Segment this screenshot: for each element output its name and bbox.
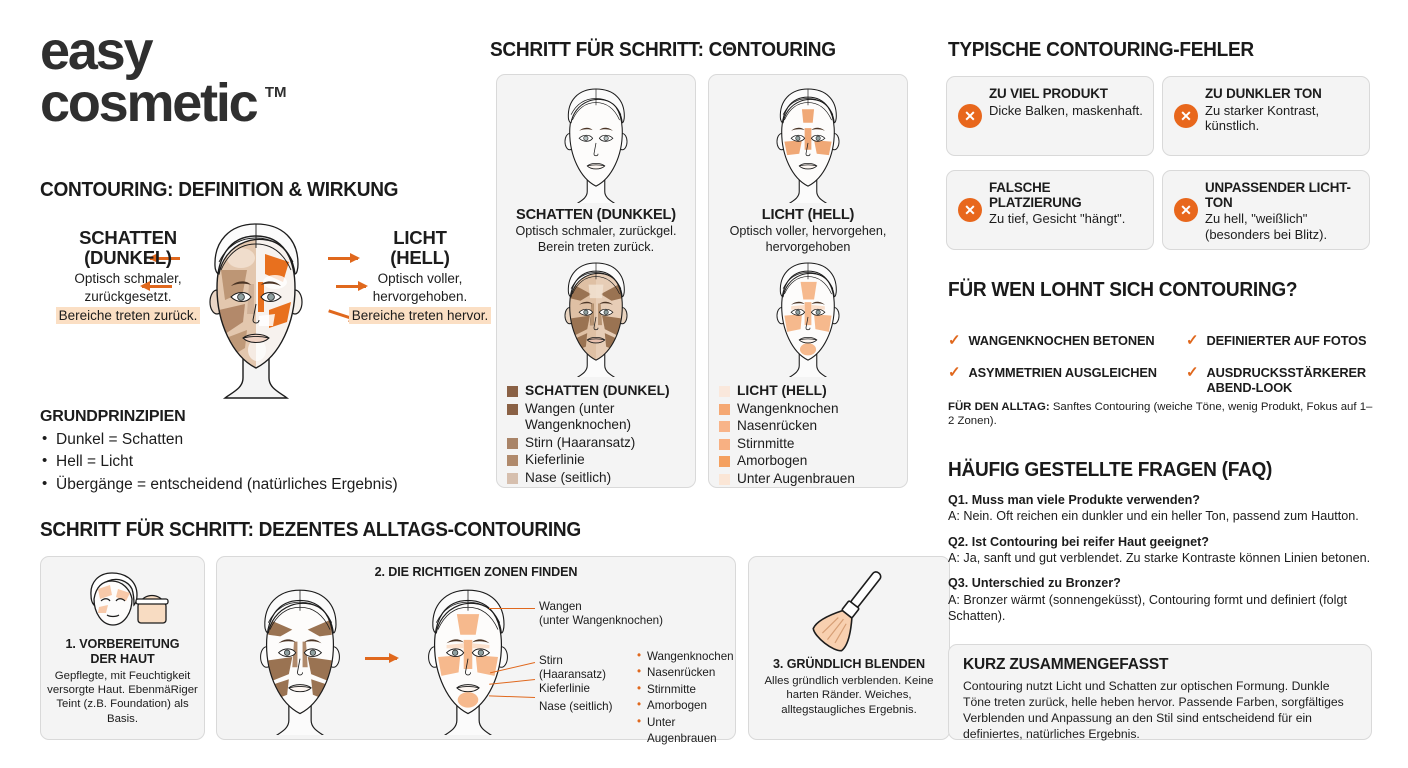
benefit-item bbox=[948, 366, 1157, 381]
error-x-icon: ✕ bbox=[958, 198, 982, 222]
summary-text: Contouring nutzt Licht und Schatten zur optischen Formung. Dunkle Töne treten zurück, helle heben hervor. Passende Farben, sorgfältiges Verblenden und Anpassung an den Stil sind entscheidend für ein definiertes, natürliches Ergebnis. bbox=[963, 679, 1344, 741]
shadow-card-title: SCHATTEN (DUNKKEL) bbox=[516, 207, 676, 223]
step-1-body: Gepflegte, mit Feuchtigkeit versorgte Haut. EbenmäRiger Teint (z.B. Foundation) als Basis. bbox=[47, 669, 198, 725]
label-shadow-side bbox=[48, 228, 208, 325]
face-illustration-light-zones-bottom bbox=[753, 259, 863, 377]
error-x-icon: ✕ bbox=[1174, 104, 1198, 128]
light-zone-item: • Amorbogen bbox=[637, 698, 735, 714]
faq-answer: A: Ja, sanft und gut verblendet. Zu starke Kontraste können Linien betonen. bbox=[948, 551, 1371, 566]
legend-row bbox=[507, 401, 685, 434]
check-icon: ✓ bbox=[1186, 332, 1199, 349]
callout-nose: Nase (seitlich) bbox=[539, 700, 613, 713]
benefit-label: DEFINIERTER AUF FOTOS bbox=[1206, 333, 1367, 348]
principle-item: • Dunkel = Schatten bbox=[40, 429, 470, 451]
main-face-diagram bbox=[40, 210, 489, 410]
callout-cheek-line-1: Wangen bbox=[539, 600, 582, 613]
error-x-icon: ✕ bbox=[1174, 198, 1198, 222]
benefit-item bbox=[1186, 334, 1366, 349]
face-illustration-light-zones-top bbox=[753, 85, 863, 203]
faq-list bbox=[948, 492, 1376, 625]
step-1-title-line-1: 1. VORBEREITUNG bbox=[65, 637, 180, 651]
legend-label: Nasenrücken bbox=[737, 418, 818, 434]
faq-question: Q1. Muss man viele Produkte verwenden? bbox=[948, 493, 1200, 507]
label-light-sub-2: hervorgehoben. bbox=[372, 289, 468, 305]
shadow-card-desc-1: Optisch schmaler, zurückgel. bbox=[515, 224, 677, 238]
legend-row bbox=[719, 471, 897, 487]
summary-title: KURZ ZUSAMMENGEFASST bbox=[963, 656, 1169, 673]
legend-row bbox=[719, 436, 897, 452]
callout-forehead-line-1: Stirn bbox=[539, 654, 563, 667]
section-title-who: FÜR WEN LOHNT SICH CONTOURING? bbox=[948, 278, 1298, 301]
light-card-desc-1: Optisch voller, hervorgehen, bbox=[729, 224, 887, 238]
trademark-symbol: TM bbox=[264, 83, 287, 101]
card-step-1 bbox=[40, 556, 205, 740]
legend-row bbox=[507, 470, 685, 486]
benefit-item bbox=[948, 334, 1155, 349]
error-card-too-dark-tone bbox=[1162, 76, 1370, 156]
callout-jaw: Kieferlinie bbox=[539, 682, 590, 695]
callout-cheek-line-2: (unter Wangenknochen) bbox=[539, 614, 663, 628]
legend-label: Kieferlinie bbox=[525, 452, 585, 468]
faq-answer: A: Nein. Oft reichen ein dunkler und ein heller Ton, passend zum Hautton. bbox=[948, 509, 1359, 524]
everyday-tip bbox=[948, 400, 1376, 429]
error-desc: Zu starker Kontrast, künstlich. bbox=[1205, 102, 1320, 134]
skincare-icon bbox=[68, 565, 178, 637]
error-desc: Zu hell, "weißlich" (besonders bei Blitz). bbox=[1205, 211, 1328, 243]
step-1-title-line-2: DER HAUT bbox=[90, 651, 155, 666]
light-card-desc-2: hervorgehoben bbox=[765, 240, 851, 255]
section-title-step-by-step: SCHRITT FÜR SCHRITT: CΘNTOURING bbox=[490, 38, 836, 61]
card-step-3 bbox=[748, 556, 950, 740]
makeup-brush-icon bbox=[789, 569, 909, 655]
label-light-side bbox=[340, 228, 500, 325]
card-light-technique bbox=[708, 74, 908, 488]
error-card-too-much-product bbox=[946, 76, 1154, 156]
benefit-item bbox=[1186, 366, 1376, 395]
arrow-between-faces bbox=[365, 657, 397, 660]
legend-label: Wangen (unter Wangenknochen) bbox=[525, 400, 632, 433]
legend-swatch bbox=[507, 404, 518, 415]
label-shadow-highlight: Bereiche treten zurück. bbox=[56, 307, 201, 324]
legend-swatch bbox=[507, 386, 518, 397]
legend-label: Stirnmitte bbox=[737, 435, 795, 451]
everyday-tip-text: Sanftes Contouring (weiche Töne, wenig Produkt, Fokus auf 1–2 Zonen). bbox=[948, 401, 1373, 428]
legend-swatch bbox=[719, 474, 730, 485]
section-title-errors: TYPISCHE CONTOURING-FEHLER bbox=[948, 38, 1254, 61]
faq-answer: A: Bronzer wärmt (sonnengeküsst), Contouring formt und definiert (folgt Schatten). bbox=[948, 592, 1347, 624]
check-icon: ✓ bbox=[948, 332, 961, 349]
legend-swatch bbox=[507, 455, 518, 466]
legend-swatch bbox=[507, 473, 518, 484]
label-light-sub-1: Optisch voller, bbox=[377, 270, 463, 286]
legend-label: LICHT (HELL) bbox=[737, 383, 827, 399]
callout-forehead bbox=[539, 654, 606, 682]
callout-forehead-line-2: (Haaransatz) bbox=[539, 668, 607, 682]
face-illustration-zones-shadow bbox=[239, 585, 361, 735]
error-title: UNPASSENDER LICHT-TON bbox=[1205, 180, 1351, 210]
label-shadow-sub-1: Optisch schmaler, bbox=[74, 270, 182, 286]
legend-swatch bbox=[719, 386, 730, 397]
shadow-card-desc-2: Berein treten zurück. bbox=[537, 240, 655, 255]
label-shadow-sub-2: zurückgesetzt. bbox=[84, 289, 172, 305]
faq-question: Q3. Unterschied zu Bronzer? bbox=[948, 576, 1121, 591]
section-title-alltags-contouring: SCHRITT FÜR SCHRITT: DEZENTES ALLTAGS-CONTOURING bbox=[40, 518, 581, 541]
faq-question: Q2. Ist Contouring bei reifer Haut geeignet? bbox=[948, 534, 1209, 549]
label-light-highlight: Bereiche treten hervor. bbox=[349, 307, 492, 324]
principles-title: GRUNDPRINZIPIEN bbox=[40, 408, 186, 425]
label-shadow-heading-2: (DUNKEL) bbox=[84, 246, 172, 268]
check-icon: ✓ bbox=[1186, 364, 1199, 381]
light-card-title: LICHT (HELL) bbox=[761, 207, 855, 223]
shadow-card-head bbox=[507, 207, 685, 255]
error-title: FALSCHE PLATZIERUNG bbox=[989, 180, 1082, 210]
legend-label: Amorbogen bbox=[737, 453, 808, 469]
legend-label: SCHATTEN (DUNKEL) bbox=[525, 383, 670, 399]
brand-line-2-wrap bbox=[40, 72, 287, 133]
error-x-icon: ✕ bbox=[958, 104, 982, 128]
error-card-wrong-light-tone bbox=[1162, 170, 1370, 250]
principles-block bbox=[40, 408, 470, 496]
light-zone-item: • Stirnmitte bbox=[637, 682, 735, 698]
benefit-label: WANGENKNOCHEN BETONEN bbox=[968, 333, 1155, 348]
legend-swatch bbox=[507, 438, 518, 449]
everyday-tip-label: FÜR DEN ALLTAG: bbox=[948, 401, 1050, 413]
label-shadow-heading-1: SCHATTEN bbox=[79, 227, 177, 248]
check-icon: ✓ bbox=[948, 364, 961, 381]
principles-list bbox=[40, 429, 470, 496]
error-card-wrong-placement bbox=[946, 170, 1154, 250]
section-title-definition: CONTOURING: DEFINITION & WIRKUNG bbox=[40, 178, 399, 201]
face-illustration-shadow-zones bbox=[541, 259, 651, 377]
section-title-faq: HÄUFIG GESTELLTE FRAGEN (FAQ) bbox=[948, 458, 1273, 481]
error-title: ZU VIEL PRODUKT bbox=[989, 86, 1108, 101]
legend-swatch bbox=[719, 421, 730, 432]
legend-swatch bbox=[719, 439, 730, 450]
shadow-legend bbox=[507, 383, 685, 486]
light-zone-item: • Unter Augenbrauen bbox=[637, 715, 735, 748]
leader-line-cheek bbox=[489, 608, 535, 609]
legend-label: Stirn (Haaransatz) bbox=[525, 434, 636, 450]
error-title: ZU DUNKLER TON bbox=[1205, 86, 1322, 101]
principle-item: • Hell = Licht bbox=[40, 451, 470, 473]
callout-cheek bbox=[539, 600, 663, 628]
light-zone-item: • Wangenknochen bbox=[637, 649, 735, 665]
light-zone-item: • Nasenrücken bbox=[637, 665, 735, 681]
legend-row bbox=[719, 401, 897, 417]
card-shadow-technique bbox=[496, 74, 696, 488]
light-card-head bbox=[719, 207, 897, 255]
label-light-heading-2: (HELL) bbox=[390, 246, 450, 268]
brand-line-1: easy bbox=[40, 21, 152, 81]
summary-card bbox=[948, 644, 1372, 740]
legend-label: Nase (seitlich) bbox=[525, 469, 612, 485]
legend-row bbox=[507, 435, 685, 451]
benefit-label: ASYMMETRIEN AUSGLEICHEN bbox=[968, 365, 1157, 380]
step-3-body: Alles gründlich verblenden. Keine harten Ränder. Weiches, alltegstaugliches Ergebnis. bbox=[764, 674, 934, 716]
principle-item: • Übergänge = entscheidend (natürliches Ergebnis) bbox=[40, 474, 470, 496]
legend-swatch bbox=[719, 456, 730, 467]
card-step-2 bbox=[216, 556, 736, 746]
legend-row-head bbox=[719, 383, 897, 400]
brand-logo bbox=[40, 21, 287, 133]
light-legend bbox=[719, 383, 897, 487]
light-zones-list bbox=[637, 649, 735, 748]
face-illustration-outline bbox=[541, 85, 651, 203]
error-desc: Dicke Balken, maskenhaft. bbox=[989, 102, 1143, 118]
step-3-title: 3. GRÜNDLICH BLENDEN bbox=[773, 657, 925, 671]
legend-row bbox=[719, 453, 897, 469]
step-2-title: 2. DIE RICHTIGEN ZONEN FINDEN bbox=[374, 565, 578, 579]
legend-label: Wangenknochen bbox=[737, 400, 839, 416]
legend-row bbox=[719, 418, 897, 434]
legend-row bbox=[507, 452, 685, 468]
brand-line-2: cosmetic bbox=[40, 72, 257, 133]
legend-label: Unter Augenbrauen bbox=[737, 470, 855, 486]
legend-swatch bbox=[719, 404, 730, 415]
benefit-label: AUSDRUCKSSTÄRKERER ABEND-LOOK bbox=[1206, 365, 1367, 395]
error-desc: Zu tief, Gesicht "hängt". bbox=[989, 211, 1126, 227]
label-light-heading-1: LICHT bbox=[393, 227, 447, 248]
legend-row-head bbox=[507, 383, 685, 400]
